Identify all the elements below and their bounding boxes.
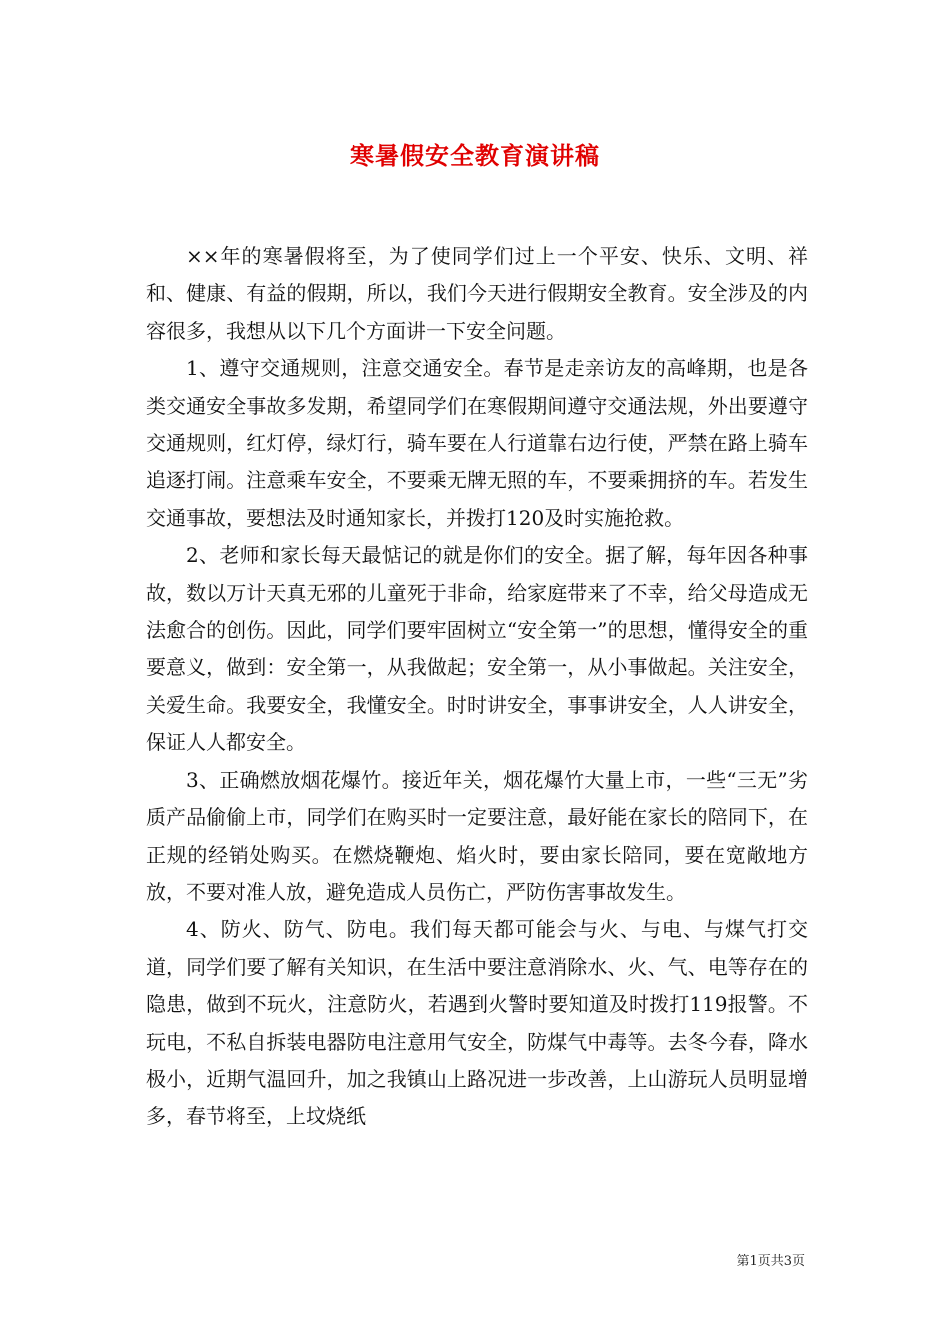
document-body [146, 238, 808, 1136]
paragraph-fire-gas-electric: 4、防火、防气、防电。我们每天都可能会与火、与电、与煤气打交道，同学们要了解有关知识，在生活中要注意消除水、火、气、电等存在的隐患，做到不玩火，注意防火，若遇到火警时要知道及时拨打119报警。不玩电，不私自拆装电器防电注意用气安全，防煤气中毒等。去冬今春，降水极小，近期气温回升，加之我镇山上路况进一步改善，上山游玩人员明显增多，春节将至，上坟烧纸 [146, 917, 808, 1129]
page-number-footer: 第1页共3页 [736, 1254, 805, 1269]
paragraph-traffic-safety: 1、遵守交通规则，注意交通安全。春节是走亲访友的高峰期，也是各类交通安全事故多发期，希望同学们在寒假期间遵守交通法规，外出要遵守交通规则，红灯停，绿灯行，骑车要在人行道靠右边行使，严禁在路上骑车追逐打闹。注意乘车安全，不要乘无牌无照的车，不要乘拥挤的车。若发生交通事故，要想法及时通知家长，并拨打120及时实施抢救。 [146, 356, 808, 530]
paragraph-intro: ××年的寒暑假将至，为了使同学们过上一个平安、快乐、文明、祥和、健康、有益的假期，所以，我们今天进行假期安全教育。安全涉及的内容很多，我想从以下几个方面讲一下安全问题。 [146, 244, 808, 343]
paragraph-fireworks: 3、正确燃放烟花爆竹。接近年关，烟花爆竹大量上市，一些“三无”劣质产品偷偷上市，同学们在购买时一定要注意，最好能在家长的陪同下，在正规的经销处购买。在燃烧鞭炮、焰火时，要由家长陪同，要在宽敞地方放，不要对准人放，避免造成人员伤亡，严防伤害事故发生。 [146, 767, 808, 904]
paragraph-safety-first: 2、老师和家长每天最惦记的就是你们的安全。据了解，每年因各种事故，数以万计天真无邪的儿童死于非命，给家庭带来了不幸，给父母造成无法愈合的创伤。因此，同学们要牢固树立“安全第一”的思想，懂得安全的重要意义，做到：安全第一，从我做起；安全第一，从小事做起。关注安全，关爱生命。我要安全，我懂安全。时时讲安全，事事讲安全，人人讲安全，保证人人都安全。 [146, 543, 808, 755]
document-title: 寒暑假安全教育演讲稿 [350, 141, 600, 170]
